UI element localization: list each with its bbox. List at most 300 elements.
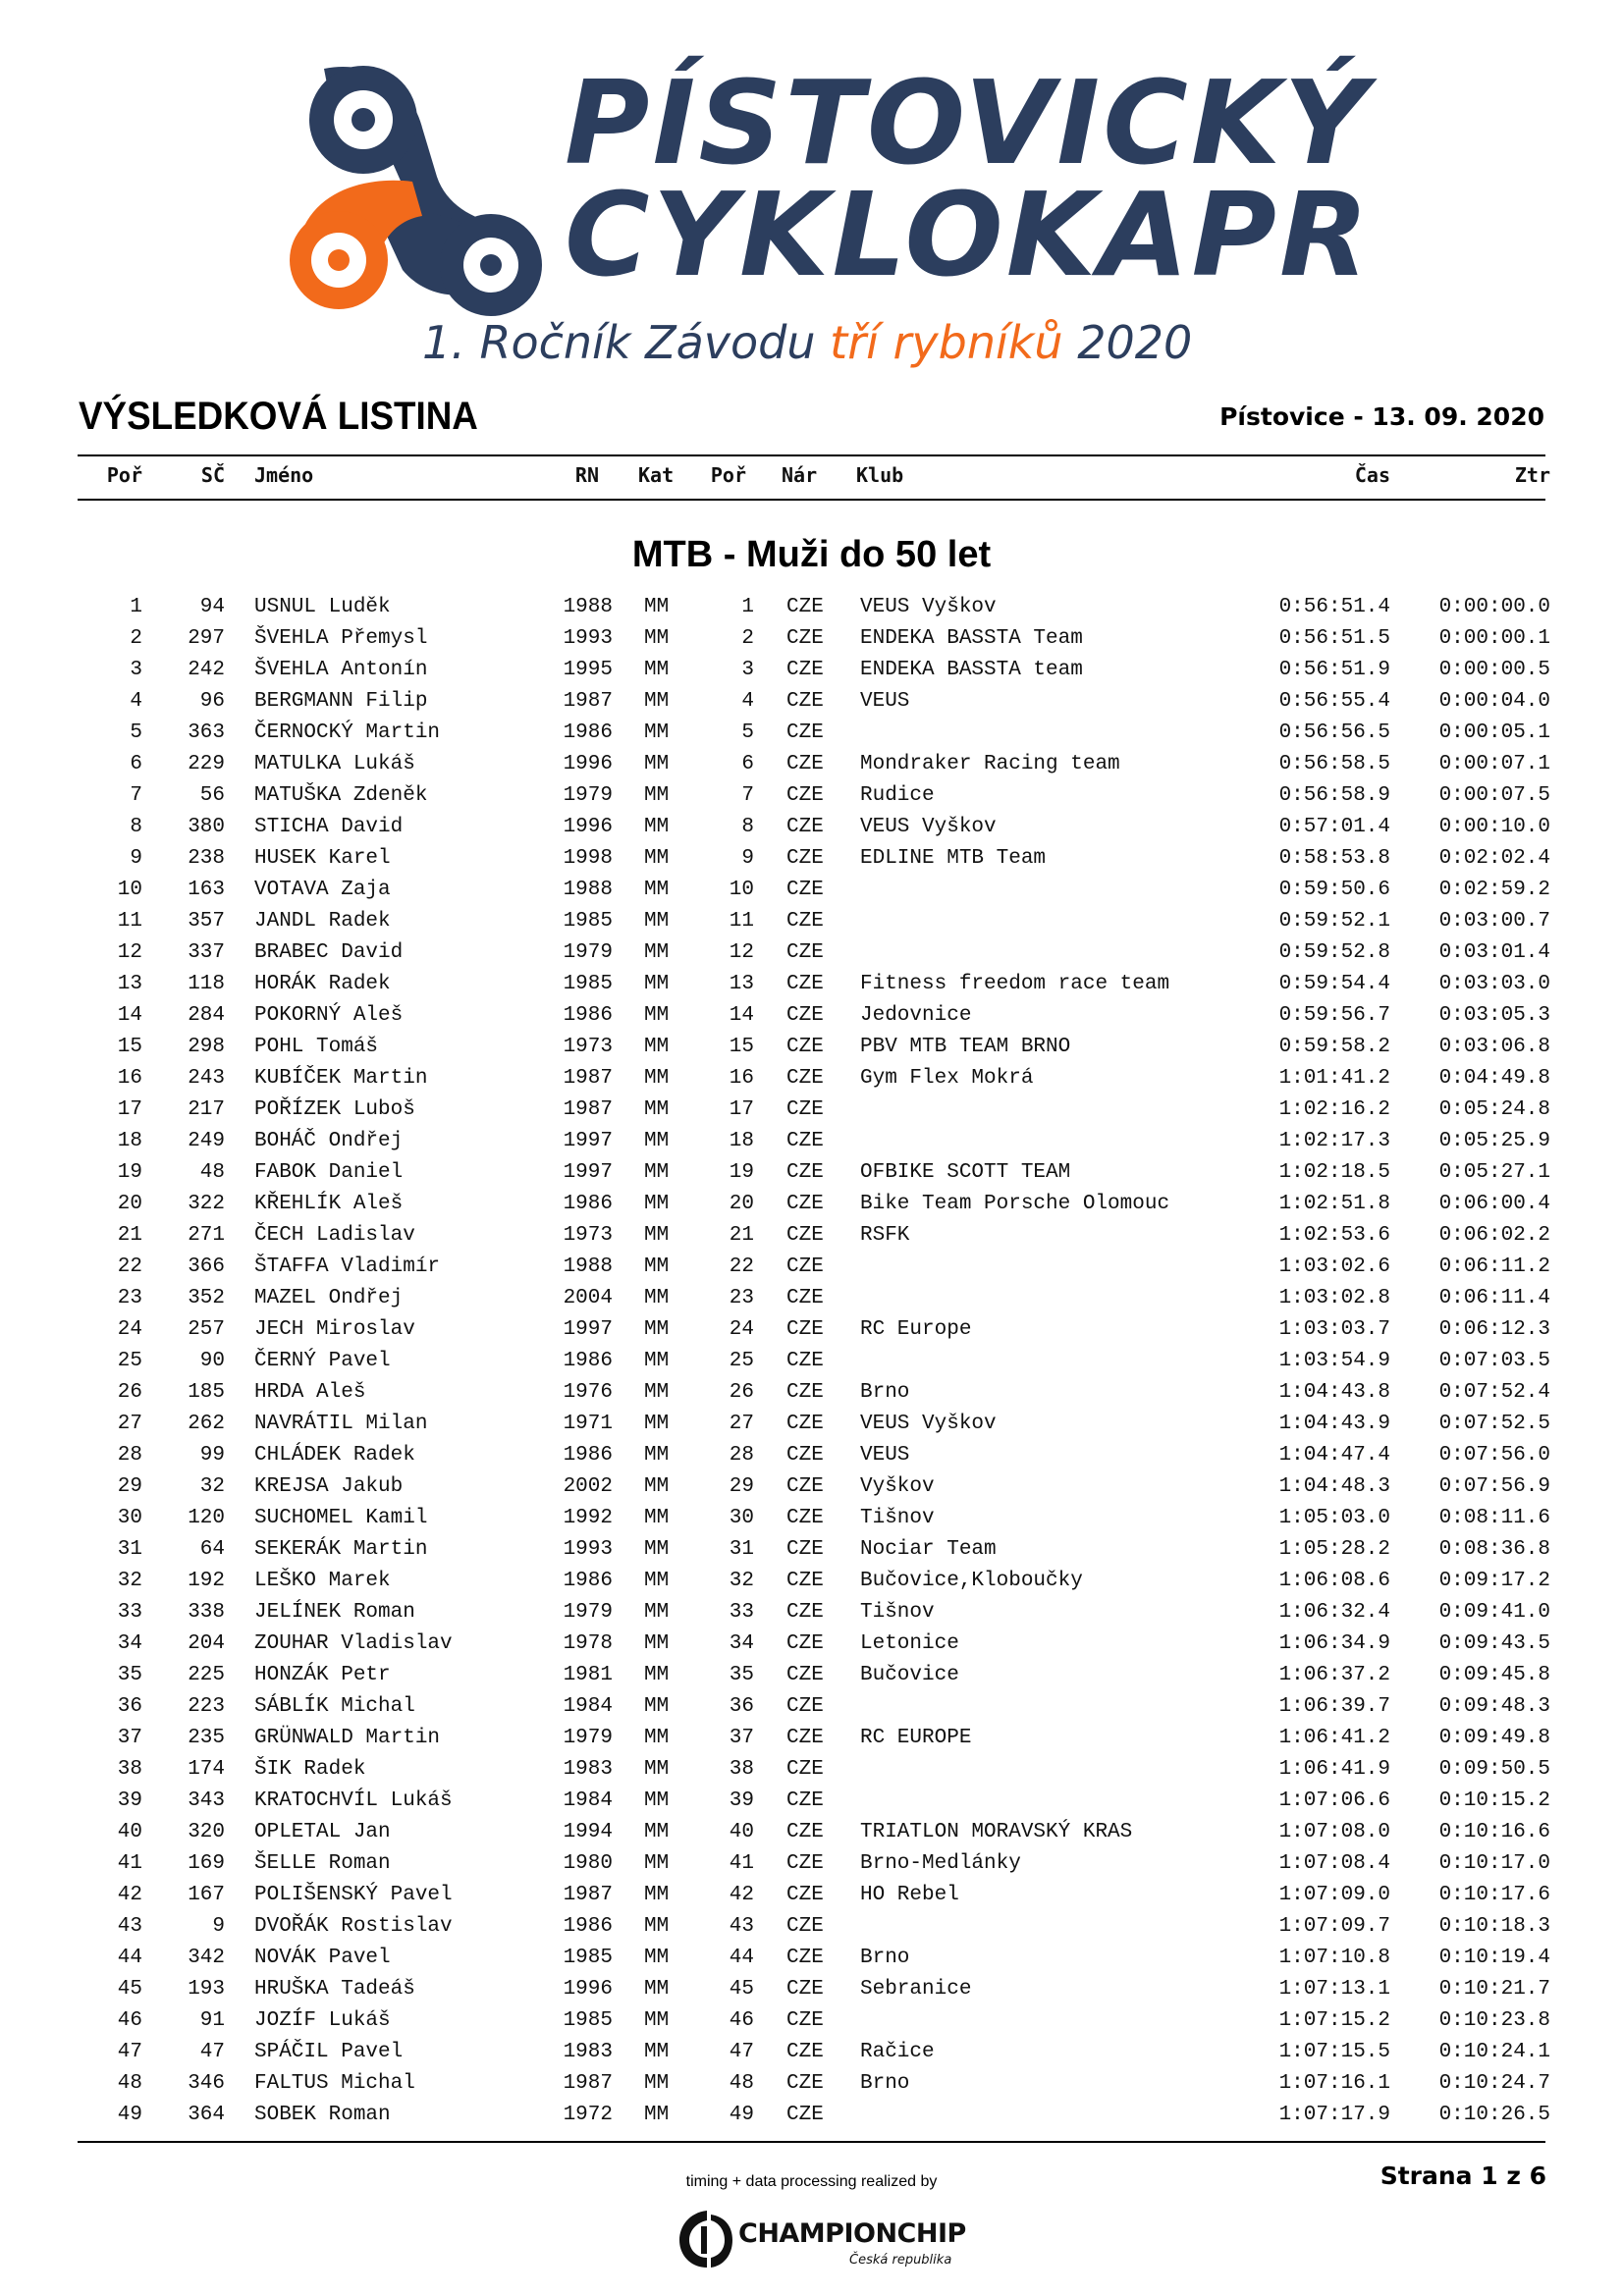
cell-club: ENDEKA BASSTA Team <box>860 627 1083 650</box>
cell-bib: 271 <box>188 1224 225 1247</box>
cell-nationality: CZE <box>786 627 824 650</box>
cell-gap: 0:02:02.4 <box>1438 847 1550 870</box>
cell-birth-year: 1985 <box>563 973 613 995</box>
cell-name: MATUŠKA Zdeněk <box>254 784 428 807</box>
cell-nationality: CZE <box>786 784 824 807</box>
cell-bib: 94 <box>199 596 225 618</box>
cell-category-rank: 32 <box>729 1570 754 1592</box>
cell-rank: 11 <box>117 910 142 933</box>
event-logo-subtitle <box>422 316 1192 369</box>
table-row <box>0 1944 1623 1975</box>
cell-gap: 0:00:10.0 <box>1438 816 1550 838</box>
cell-rank: 49 <box>117 2104 142 2126</box>
cell-time: 0:59:52.8 <box>1278 941 1390 964</box>
col-header-club: Klub <box>856 463 904 487</box>
cell-category-rank: 11 <box>729 910 754 933</box>
cell-rank: 5 <box>130 721 142 744</box>
cell-time: 1:07:10.8 <box>1278 1947 1390 1969</box>
cell-time: 1:06:41.2 <box>1278 1727 1390 1749</box>
table-row <box>0 1347 1623 1378</box>
cell-nationality: CZE <box>786 816 824 838</box>
cell-time: 1:07:09.7 <box>1278 1915 1390 1938</box>
cell-category: MM <box>644 1161 670 1184</box>
cell-club: VEUS Vyškov <box>860 596 997 618</box>
cell-bib: 192 <box>188 1570 225 1592</box>
cell-club: Fitness freedom race team <box>860 973 1170 995</box>
cell-category-rank: 36 <box>729 1695 754 1718</box>
table-row <box>0 1975 1623 2006</box>
cell-bib: 243 <box>188 1067 225 1090</box>
cell-bib: 217 <box>188 1098 225 1121</box>
cell-bib: 9 <box>212 1915 225 1938</box>
cell-bib: 225 <box>188 1664 225 1686</box>
cell-gap: 0:09:41.0 <box>1438 1601 1550 1624</box>
cell-nationality: CZE <box>786 910 824 933</box>
cell-bib: 363 <box>188 721 225 744</box>
cell-nationality: CZE <box>786 1381 824 1404</box>
cell-rank: 41 <box>117 1852 142 1875</box>
cell-name: ČECH Ladislav <box>254 1224 415 1247</box>
cell-birth-year: 1983 <box>563 1758 613 1781</box>
cell-category-rank: 41 <box>729 1852 754 1875</box>
cell-club: Nociar Team <box>860 1538 997 1561</box>
cell-rank: 47 <box>117 2041 142 2063</box>
cell-nationality: CZE <box>786 1475 824 1498</box>
cell-rank: 31 <box>117 1538 142 1561</box>
table-row <box>0 593 1623 624</box>
cell-gap: 0:07:03.5 <box>1438 1350 1550 1372</box>
cell-bib: 32 <box>199 1475 225 1498</box>
cell-gap: 0:09:50.5 <box>1438 1758 1550 1781</box>
cell-category-rank: 12 <box>729 941 754 964</box>
cell-time: 1:07:09.0 <box>1278 1884 1390 1906</box>
cell-category-rank: 49 <box>729 2104 754 2126</box>
cell-time: 0:59:52.1 <box>1278 910 1390 933</box>
cell-gap: 0:08:11.6 <box>1438 1507 1550 1529</box>
cell-name: JOZÍF Lukáš <box>254 2009 391 2032</box>
cell-gap: 0:10:18.3 <box>1438 1915 1550 1938</box>
cell-club: TRIATLON MORAVSKÝ KRAS <box>860 1821 1133 1843</box>
cell-birth-year: 1972 <box>563 2104 613 2126</box>
cell-bib: 118 <box>188 973 225 995</box>
cell-gap: 0:07:56.0 <box>1438 1444 1550 1467</box>
cell-bib: 262 <box>188 1413 225 1435</box>
cell-bib: 238 <box>188 847 225 870</box>
cell-birth-year: 1979 <box>563 1601 613 1624</box>
cell-category: MM <box>644 596 670 618</box>
cell-time: 1:06:37.2 <box>1278 1664 1390 1686</box>
cell-category-rank: 28 <box>729 1444 754 1467</box>
cell-time: 1:06:39.7 <box>1278 1695 1390 1718</box>
cell-birth-year: 2004 <box>563 1287 613 1309</box>
cell-club: RC Europe <box>860 1318 972 1341</box>
cell-birth-year: 1979 <box>563 941 613 964</box>
cell-club: Račice <box>860 2041 935 2063</box>
cell-category-rank: 39 <box>729 1789 754 1812</box>
cell-birth-year: 1996 <box>563 753 613 775</box>
cell-name: MATULKA Lukáš <box>254 753 415 775</box>
cell-category: MM <box>644 1067 670 1090</box>
cell-bib: 223 <box>188 1695 225 1718</box>
cell-name: ŠIK Radek <box>254 1758 366 1781</box>
cell-name: ŠELLE Roman <box>254 1852 391 1875</box>
cell-club: RSFK <box>860 1224 910 1247</box>
table-row <box>0 813 1623 844</box>
cell-name: POŘÍZEK Luboš <box>254 1098 415 1121</box>
cell-nationality: CZE <box>786 753 824 775</box>
cell-time: 0:59:50.6 <box>1278 879 1390 901</box>
cell-nationality: CZE <box>786 1852 824 1875</box>
cell-category: MM <box>644 1004 670 1027</box>
table-row <box>0 1755 1623 1787</box>
cell-gap: 0:09:43.5 <box>1438 1632 1550 1655</box>
header-rule-bottom <box>78 499 1545 501</box>
cell-birth-year: 1993 <box>563 1538 613 1561</box>
table-row <box>0 1849 1623 1881</box>
cell-rank: 7 <box>130 784 142 807</box>
cell-bib: 343 <box>188 1789 225 1812</box>
cell-birth-year: 1996 <box>563 816 613 838</box>
cell-rank: 8 <box>130 816 142 838</box>
cell-club: Tišnov <box>860 1507 935 1529</box>
cell-name: ČERNÝ Pavel <box>254 1350 391 1372</box>
cell-club: Letonice <box>860 1632 959 1655</box>
table-row <box>0 938 1623 970</box>
cell-nationality: CZE <box>786 879 824 901</box>
cell-birth-year: 1985 <box>563 2009 613 2032</box>
cell-category-rank: 21 <box>729 1224 754 1247</box>
cell-rank: 22 <box>117 1255 142 1278</box>
cell-category-rank: 30 <box>729 1507 754 1529</box>
table-row <box>0 1284 1623 1315</box>
cell-name: MAZEL Ondřej <box>254 1287 404 1309</box>
cell-category: MM <box>644 1130 670 1152</box>
cell-bib: 380 <box>188 816 225 838</box>
cell-category: MM <box>644 1413 670 1435</box>
cell-time: 1:06:34.9 <box>1278 1632 1390 1655</box>
logo-subtitle-accent: tří rybníků <box>830 316 1063 369</box>
footer-rule <box>78 2141 1545 2143</box>
cell-gap: 0:07:52.5 <box>1438 1413 1550 1435</box>
cell-birth-year: 1987 <box>563 2072 613 2095</box>
cell-time: 0:56:51.4 <box>1278 596 1390 618</box>
cell-birth-year: 1976 <box>563 1381 613 1404</box>
cell-nationality: CZE <box>786 1067 824 1090</box>
cell-rank: 37 <box>117 1727 142 1749</box>
cell-gap: 0:10:19.4 <box>1438 1947 1550 1969</box>
cell-time: 1:07:13.1 <box>1278 1978 1390 2001</box>
cell-category-rank: 9 <box>741 847 754 870</box>
cell-bib: 298 <box>188 1036 225 1058</box>
col-header-birth-year: RN <box>574 463 599 487</box>
cell-category-rank: 15 <box>729 1036 754 1058</box>
cell-category-rank: 17 <box>729 1098 754 1121</box>
cell-category-rank: 46 <box>729 2009 754 2032</box>
table-row <box>0 1661 1623 1692</box>
cell-category: MM <box>644 784 670 807</box>
cell-gap: 0:10:23.8 <box>1438 2009 1550 2032</box>
cell-bib: 337 <box>188 941 225 964</box>
cell-bib: 338 <box>188 1601 225 1624</box>
cell-time: 1:07:17.9 <box>1278 2104 1390 2126</box>
championchip-logo <box>677 2207 966 2275</box>
cell-rank: 19 <box>117 1161 142 1184</box>
cell-gap: 0:05:24.8 <box>1438 1098 1550 1121</box>
cell-bib: 342 <box>188 1947 225 1969</box>
cell-gap: 0:07:56.9 <box>1438 1475 1550 1498</box>
event-logo <box>265 55 1375 383</box>
cell-name: SÁBLÍK Michal <box>254 1695 415 1718</box>
cell-birth-year: 1985 <box>563 910 613 933</box>
cell-birth-year: 1997 <box>563 1161 613 1184</box>
cell-bib: 357 <box>188 910 225 933</box>
cell-nationality: CZE <box>786 1318 824 1341</box>
cell-category-rank: 42 <box>729 1884 754 1906</box>
table-row <box>0 1378 1623 1410</box>
cell-club: Mondraker Racing team <box>860 753 1120 775</box>
cell-time: 1:03:54.9 <box>1278 1350 1390 1372</box>
cell-category-rank: 5 <box>741 721 754 744</box>
cell-club: Bike Team Porsche Olomouc <box>860 1193 1170 1215</box>
cell-birth-year: 1987 <box>563 1067 613 1090</box>
cell-time: 1:02:17.3 <box>1278 1130 1390 1152</box>
col-header-category: Kat <box>638 463 675 487</box>
cell-name: HONZÁK Petr <box>254 1664 391 1686</box>
cell-club: Bučovice,Kloboučky <box>860 1570 1083 1592</box>
category-title: MTB - Muži do 50 let <box>631 534 992 575</box>
cell-gap: 0:10:26.5 <box>1438 2104 1550 2126</box>
cell-rank: 45 <box>117 1978 142 2001</box>
cell-category: MM <box>644 1036 670 1058</box>
cell-club: EDLINE MTB Team <box>860 847 1047 870</box>
cell-nationality: CZE <box>786 1821 824 1843</box>
cell-gap: 0:08:36.8 <box>1438 1538 1550 1561</box>
cell-time: 1:07:08.4 <box>1278 1852 1390 1875</box>
cell-club: Brno <box>860 1947 910 1969</box>
cell-time: 0:56:51.9 <box>1278 659 1390 681</box>
cell-category: MM <box>644 1789 670 1812</box>
cell-category-rank: 26 <box>729 1381 754 1404</box>
cell-gap: 0:10:24.1 <box>1438 2041 1550 2063</box>
cell-category-rank: 13 <box>729 973 754 995</box>
cell-name: OPLETAL Jan <box>254 1821 391 1843</box>
cell-name: NAVRÁTIL Milan <box>254 1413 428 1435</box>
cell-nationality: CZE <box>786 847 824 870</box>
cell-bib: 297 <box>188 627 225 650</box>
cell-club: VEUS <box>860 690 910 713</box>
table-row <box>0 1001 1623 1033</box>
page-number: Strana 1 z 6 <box>1380 2162 1546 2190</box>
cell-club: OFBIKE SCOTT TEAM <box>860 1161 1071 1184</box>
cell-club: PBV MTB TEAM BRNO <box>860 1036 1071 1058</box>
cell-bib: 249 <box>188 1130 225 1152</box>
cell-name: SPÁČIL Pavel <box>254 2041 404 2063</box>
cell-name: USNUL Luděk <box>254 596 391 618</box>
cell-gap: 0:09:48.3 <box>1438 1695 1550 1718</box>
table-row <box>0 656 1623 687</box>
cell-rank: 27 <box>117 1413 142 1435</box>
cell-nationality: CZE <box>786 1695 824 1718</box>
table-row <box>0 844 1623 876</box>
cell-birth-year: 2002 <box>563 1475 613 1498</box>
cell-bib: 235 <box>188 1727 225 1749</box>
cell-birth-year: 1983 <box>563 2041 613 2063</box>
cell-time: 0:59:54.4 <box>1278 973 1390 995</box>
table-row <box>0 1410 1623 1441</box>
cell-time: 1:07:06.6 <box>1278 1789 1390 1812</box>
cell-rank: 34 <box>117 1632 142 1655</box>
cell-name: KRATOCHVÍL Lukáš <box>254 1789 453 1812</box>
cell-category-rank: 2 <box>741 627 754 650</box>
cell-rank: 3 <box>130 659 142 681</box>
cell-gap: 0:03:03.0 <box>1438 973 1550 995</box>
cell-category-rank: 34 <box>729 1632 754 1655</box>
cell-nationality: CZE <box>786 1758 824 1781</box>
cell-time: 1:06:41.9 <box>1278 1758 1390 1781</box>
cell-birth-year: 1997 <box>563 1318 613 1341</box>
table-row <box>0 1912 1623 1944</box>
table-row <box>0 907 1623 938</box>
cell-category: MM <box>644 1318 670 1341</box>
cell-name: FABOK Daniel <box>254 1161 404 1184</box>
table-row <box>0 1567 1623 1598</box>
cell-rank: 9 <box>130 847 142 870</box>
cell-rank: 32 <box>117 1570 142 1592</box>
cell-bib: 48 <box>199 1161 225 1184</box>
cell-name: BERGMANN Filip <box>254 690 428 713</box>
cell-time: 0:56:58.9 <box>1278 784 1390 807</box>
cell-birth-year: 1986 <box>563 1350 613 1372</box>
document-title: VÝSLEDKOVÁ LISTINA <box>79 395 478 438</box>
cell-name: SUCHOMEL Kamil <box>254 1507 428 1529</box>
cell-club: Bučovice <box>860 1664 959 1686</box>
cell-category: MM <box>644 1758 670 1781</box>
cell-category: MM <box>644 1601 670 1624</box>
cell-category-rank: 25 <box>729 1350 754 1372</box>
cell-birth-year: 1992 <box>563 1507 613 1529</box>
cell-category: MM <box>644 1664 670 1686</box>
cell-category-rank: 43 <box>729 1915 754 1938</box>
cell-time: 0:56:51.5 <box>1278 627 1390 650</box>
cell-birth-year: 1979 <box>563 784 613 807</box>
cell-rank: 40 <box>117 1821 142 1843</box>
cell-nationality: CZE <box>786 1224 824 1247</box>
cell-rank: 43 <box>117 1915 142 1938</box>
table-row <box>0 1033 1623 1064</box>
place-date: Pístovice - 13. 09. 2020 <box>1219 402 1544 431</box>
cell-name: HRDA Aleš <box>254 1381 366 1404</box>
cell-name: HUSEK Karel <box>254 847 391 870</box>
col-header-bib: SČ <box>200 463 225 487</box>
cell-nationality: CZE <box>786 1884 824 1906</box>
cell-category: MM <box>644 1224 670 1247</box>
cell-category: MM <box>644 690 670 713</box>
cell-category: MM <box>644 2009 670 2032</box>
cell-category: MM <box>644 2041 670 2063</box>
cell-category-rank: 40 <box>729 1821 754 1843</box>
cell-time: 1:01:41.2 <box>1278 1067 1390 1090</box>
results-table <box>0 593 1623 2132</box>
table-row <box>0 1535 1623 1567</box>
cell-rank: 17 <box>117 1098 142 1121</box>
cell-nationality: CZE <box>786 721 824 744</box>
cell-category-rank: 23 <box>729 1287 754 1309</box>
cell-rank: 38 <box>117 1758 142 1781</box>
cell-gap: 0:09:45.8 <box>1438 1664 1550 1686</box>
cell-birth-year: 1986 <box>563 1570 613 1592</box>
cell-time: 1:04:43.8 <box>1278 1381 1390 1404</box>
cell-category-rank: 38 <box>729 1758 754 1781</box>
cell-time: 0:58:53.8 <box>1278 847 1390 870</box>
cell-category-rank: 4 <box>741 690 754 713</box>
cell-name: BRABEC David <box>254 941 404 964</box>
cell-bib: 364 <box>188 2104 225 2126</box>
cell-club: RC EUROPE <box>860 1727 972 1749</box>
cell-name: POHL Tomáš <box>254 1036 379 1058</box>
table-row <box>0 1441 1623 1472</box>
cell-birth-year: 1993 <box>563 627 613 650</box>
cell-category: MM <box>644 2104 670 2126</box>
cell-bib: 120 <box>188 1507 225 1529</box>
cell-rank: 28 <box>117 1444 142 1467</box>
cell-bib: 56 <box>199 784 225 807</box>
cell-gap: 0:03:06.8 <box>1438 1036 1550 1058</box>
table-row <box>0 1818 1623 1849</box>
table-row <box>0 1787 1623 1818</box>
table-row <box>0 1504 1623 1535</box>
cell-name: JANDL Radek <box>254 910 391 933</box>
cell-name: BOHÁČ Ondřej <box>254 1130 404 1152</box>
cell-category: MM <box>644 1381 670 1404</box>
cell-nationality: CZE <box>786 1664 824 1686</box>
cell-rank: 13 <box>117 973 142 995</box>
cell-name: SEKERÁK Martin <box>254 1538 428 1561</box>
cell-club: Rudice <box>860 784 935 807</box>
cell-gap: 0:10:15.2 <box>1438 1789 1550 1812</box>
cell-gap: 0:10:17.0 <box>1438 1852 1550 1875</box>
cell-time: 1:07:16.1 <box>1278 2072 1390 2095</box>
col-header-time: Čas <box>1354 463 1390 487</box>
cell-category: MM <box>644 753 670 775</box>
cell-gap: 0:06:11.2 <box>1438 1255 1550 1278</box>
cell-rank: 33 <box>117 1601 142 1624</box>
cell-gap: 0:05:25.9 <box>1438 1130 1550 1152</box>
cell-gap: 0:09:49.8 <box>1438 1727 1550 1749</box>
cell-nationality: CZE <box>786 1004 824 1027</box>
cell-birth-year: 1984 <box>563 1695 613 1718</box>
cell-nationality: CZE <box>786 1098 824 1121</box>
table-row <box>0 687 1623 719</box>
cell-gap: 0:06:12.3 <box>1438 1318 1550 1341</box>
cell-birth-year: 1986 <box>563 1915 613 1938</box>
col-header-gap: Ztr <box>1514 463 1550 487</box>
cell-bib: 96 <box>199 690 225 713</box>
cell-birth-year: 1973 <box>563 1224 613 1247</box>
cell-category-rank: 20 <box>729 1193 754 1215</box>
cell-category-rank: 14 <box>729 1004 754 1027</box>
cell-gap: 0:10:21.7 <box>1438 1978 1550 2001</box>
cell-birth-year: 1997 <box>563 1130 613 1152</box>
event-logo-title <box>565 55 1372 302</box>
table-row <box>0 781 1623 813</box>
cell-rank: 2 <box>130 627 142 650</box>
cell-rank: 15 <box>117 1036 142 1058</box>
col-header-rank: Poř <box>106 463 142 487</box>
timing-credit: timing + data processing realized by <box>685 2173 938 2190</box>
cell-category: MM <box>644 1915 670 1938</box>
cell-bib: 91 <box>199 2009 225 2032</box>
cell-gap: 0:06:00.4 <box>1438 1193 1550 1215</box>
